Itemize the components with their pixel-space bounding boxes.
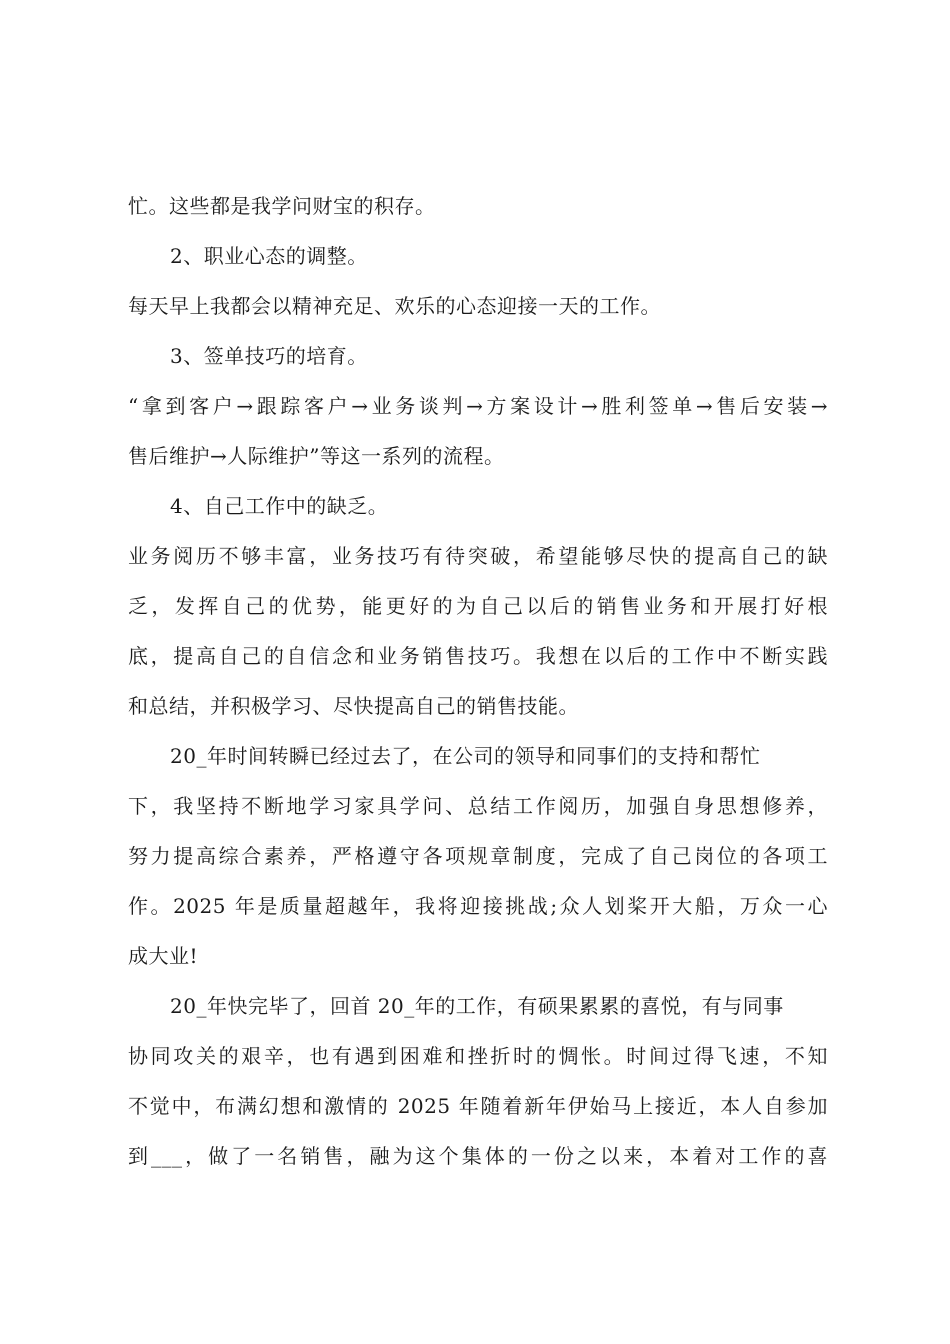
text-line-16: 成大业! — [128, 944, 199, 968]
text-line-19: 不觉中，布满幻想和激情的 2025 年随着新年伊始马上接近，本人自参加 — [128, 1094, 828, 1118]
text-line-20: 到___，做了一名销售，融为这个集体的一份之以来，本着对工作的喜 — [128, 1144, 828, 1168]
text-line-14: 努力提高综合素养，严格遵守各项规章制度，完成了自己岗位的各项工 — [128, 844, 828, 868]
section-heading-3: 3、签单技巧的培育。 — [170, 344, 368, 368]
text-line-10: 底，提高自己的自信念和业务销售技巧。我想在以后的工作中不断实践 — [128, 644, 828, 668]
text-line-18: 协同攻关的艰辛，也有遇到困难和挫折时的惆怅。时间过得飞速，不知 — [128, 1044, 828, 1068]
paragraph-start-12: 20_年时间转瞬已经过去了，在公司的领导和同事们的支持和帮忙 — [170, 744, 761, 768]
text-line-5: “拿到客户→跟踪客户→业务谈判→方案设计→胜利签单→售后安装→ — [128, 394, 828, 418]
text-line-3: 每天早上我都会以精神充足、欢乐的心态迎接一天的工作。 — [128, 294, 661, 318]
text-line-9: 乏，发挥自己的优势，能更好的为自己以后的销售业务和开展打好根 — [128, 594, 828, 618]
text-line-1: 忙。这些都是我学问财宝的积存。 — [128, 194, 436, 218]
section-heading-4: 4、自己工作中的缺乏。 — [170, 494, 389, 518]
text-line-15: 作。2025 年是质量超越年，我将迎接挑战;众人划桨开大船，万众一心 — [128, 894, 828, 918]
text-line-11: 和总结，并积极学习、尽快提高自己的销售技能。 — [128, 694, 579, 718]
section-heading-2: 2、职业心态的调整。 — [170, 244, 368, 268]
text-line-6: 售后维护→人际维护”等这一系列的流程。 — [128, 444, 505, 468]
text-line-8: 业务阅历不够丰富，业务技巧有待突破，希望能够尽快的提高自己的缺 — [128, 544, 828, 568]
text-line-13: 下，我坚持不断地学习家具学问、总结工作阅历，加强自身思想修养， — [128, 794, 828, 818]
paragraph-start-17: 20_年快完毕了，回首 20_年的工作，有硕果累累的喜悦，有与同事 — [170, 994, 784, 1018]
